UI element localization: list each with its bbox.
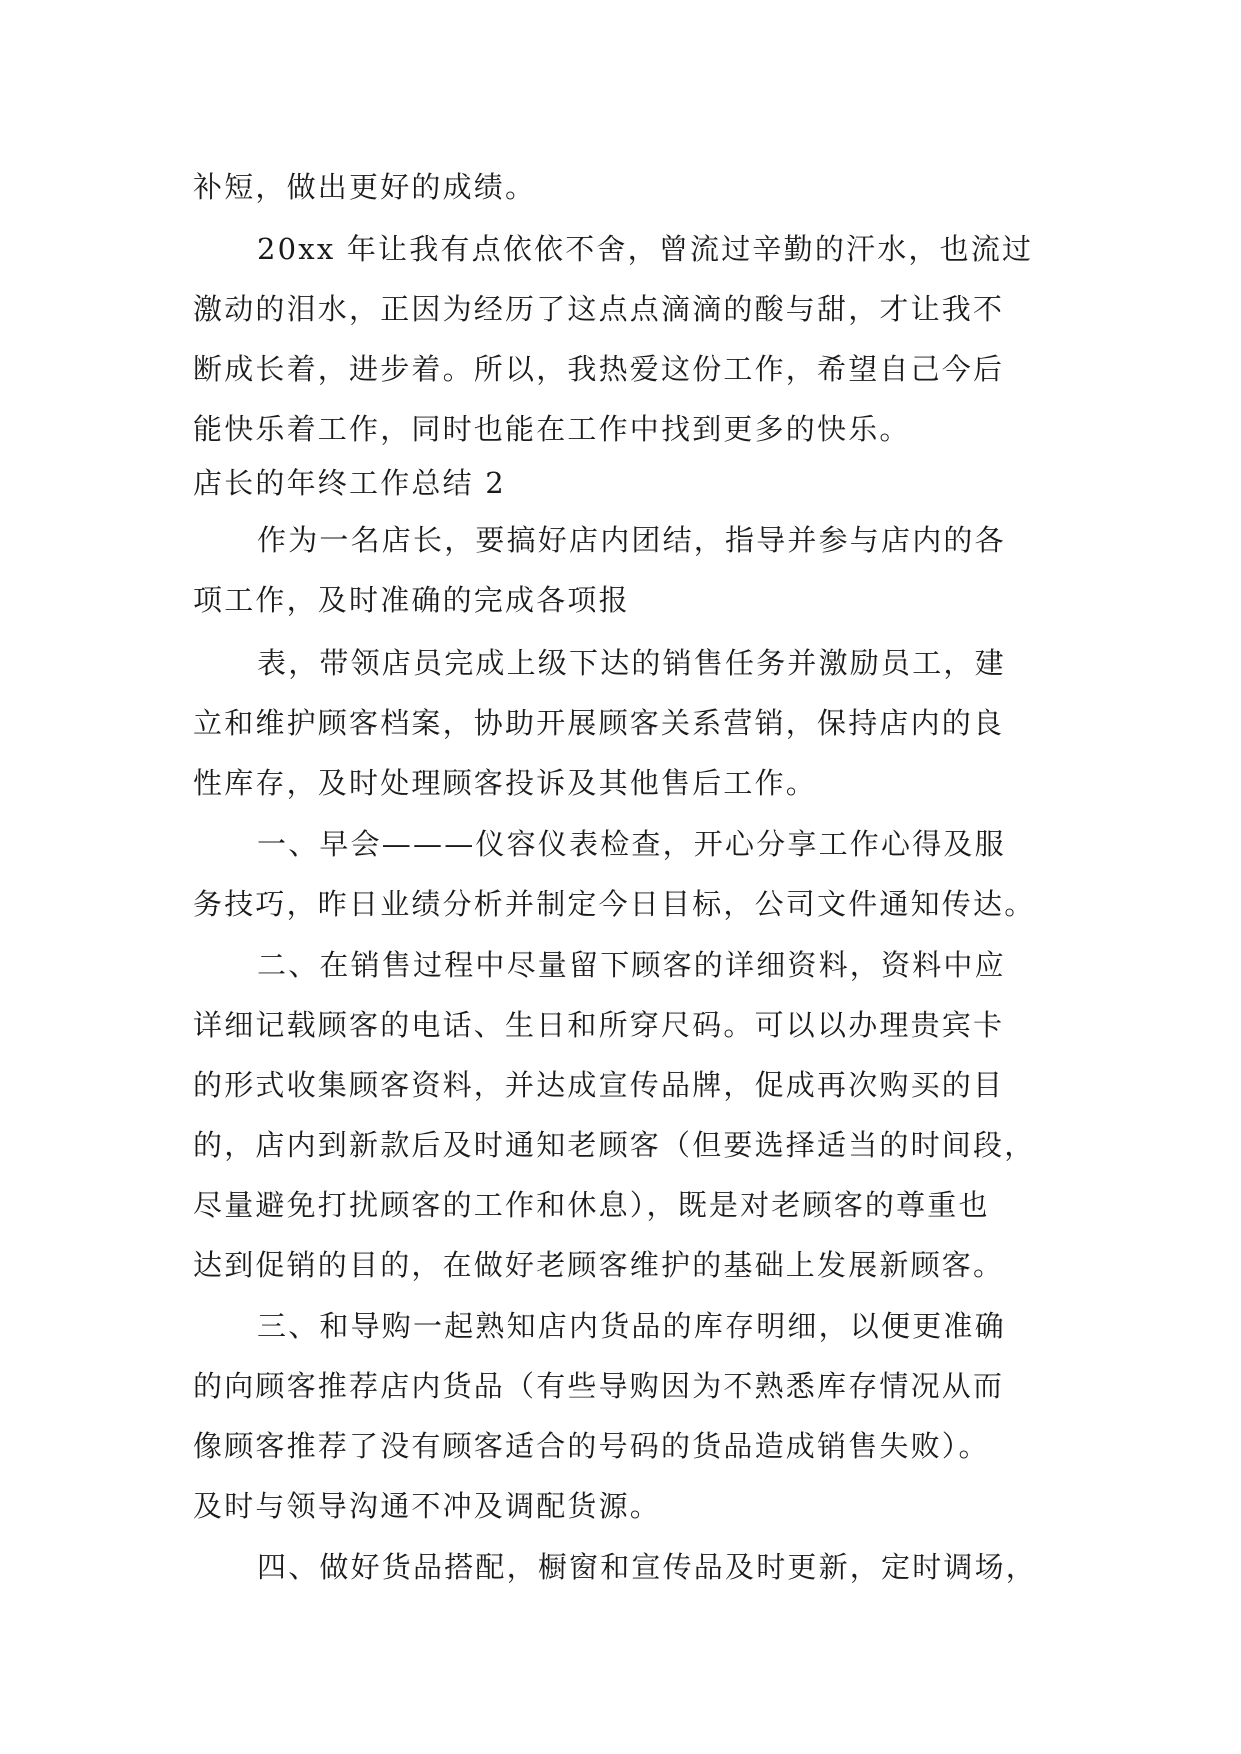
paragraph-line: 的，店内到新款后及时通知老顾客（但要选择适当的时间段， <box>193 1128 1036 1162</box>
paragraph-line: 及时与领导沟通不冲及调配货源。 <box>193 1489 662 1523</box>
paragraph-line: 断成长着，进步着。所以，我热爱这份工作，希望自己今后 <box>193 352 1005 386</box>
paragraph-line: 像顾客推荐了没有顾客适合的号码的货品造成销售失败）。 <box>193 1429 990 1463</box>
paragraph-line: 激动的泪水，正因为经历了这点点滴滴的酸与甜，才让我不 <box>193 292 1005 326</box>
paragraph-line: 详细记载顾客的电话、生日和所穿尺码。可以以办理贵宾卡 <box>193 1008 1005 1042</box>
paragraph-line: 务技巧，昨日业绩分析并制定今日目标，公司文件通知传达。 <box>193 887 1036 921</box>
paragraph-line: 能快乐着工作，同时也能在工作中找到更多的快乐。 <box>193 412 911 446</box>
paragraph-line: 的形式收集顾客资料，并达成宣传品牌，促成再次购买的目 <box>193 1068 1005 1102</box>
paragraph-line: 的向顾客推荐店内货品（有些导购因为不熟悉库存情况从而 <box>193 1369 1005 1403</box>
paragraph-line: 一、早会———仪容仪表检查，开心分享工作心得及服 <box>257 827 1006 861</box>
paragraph-line: 达到促销的目的，在做好老顾客维护的基础上发展新顾客。 <box>193 1248 1005 1282</box>
paragraph-line: 二、在销售过程中尽量留下顾客的详细资料，资料中应 <box>257 948 1006 982</box>
paragraph-line: 三、和导购一起熟知店内货品的库存明细，以便更准确 <box>257 1309 1006 1343</box>
section-heading: 店长的年终工作总结 2 <box>193 466 506 500</box>
paragraph-line: 四、做好货品搭配，橱窗和宣传品及时更新，定时调场， <box>257 1550 1038 1584</box>
paragraph-line: 作为一名店长，要搞好店内团结，指导并参与店内的各 <box>257 523 1006 557</box>
paragraph-line: 20xx 年让我有点依依不舍，曾流过辛勤的汗水，也流过 <box>257 232 1034 266</box>
paragraph-line: 项工作，及时准确的完成各项报 <box>193 583 630 617</box>
paragraph-line: 补短，做出更好的成绩。 <box>193 170 537 204</box>
paragraph-line: 性库存，及时处理顾客投诉及其他售后工作。 <box>193 766 818 800</box>
paragraph-line: 立和维护顾客档案，协助开展顾客关系营销，保持店内的良 <box>193 706 1005 740</box>
paragraph-line: 尽量避免打扰顾客的工作和休息），既是对老顾客的尊重也 <box>193 1188 990 1222</box>
paragraph-line: 表，带领店员完成上级下达的销售任务并激励员工，建 <box>257 646 1006 680</box>
